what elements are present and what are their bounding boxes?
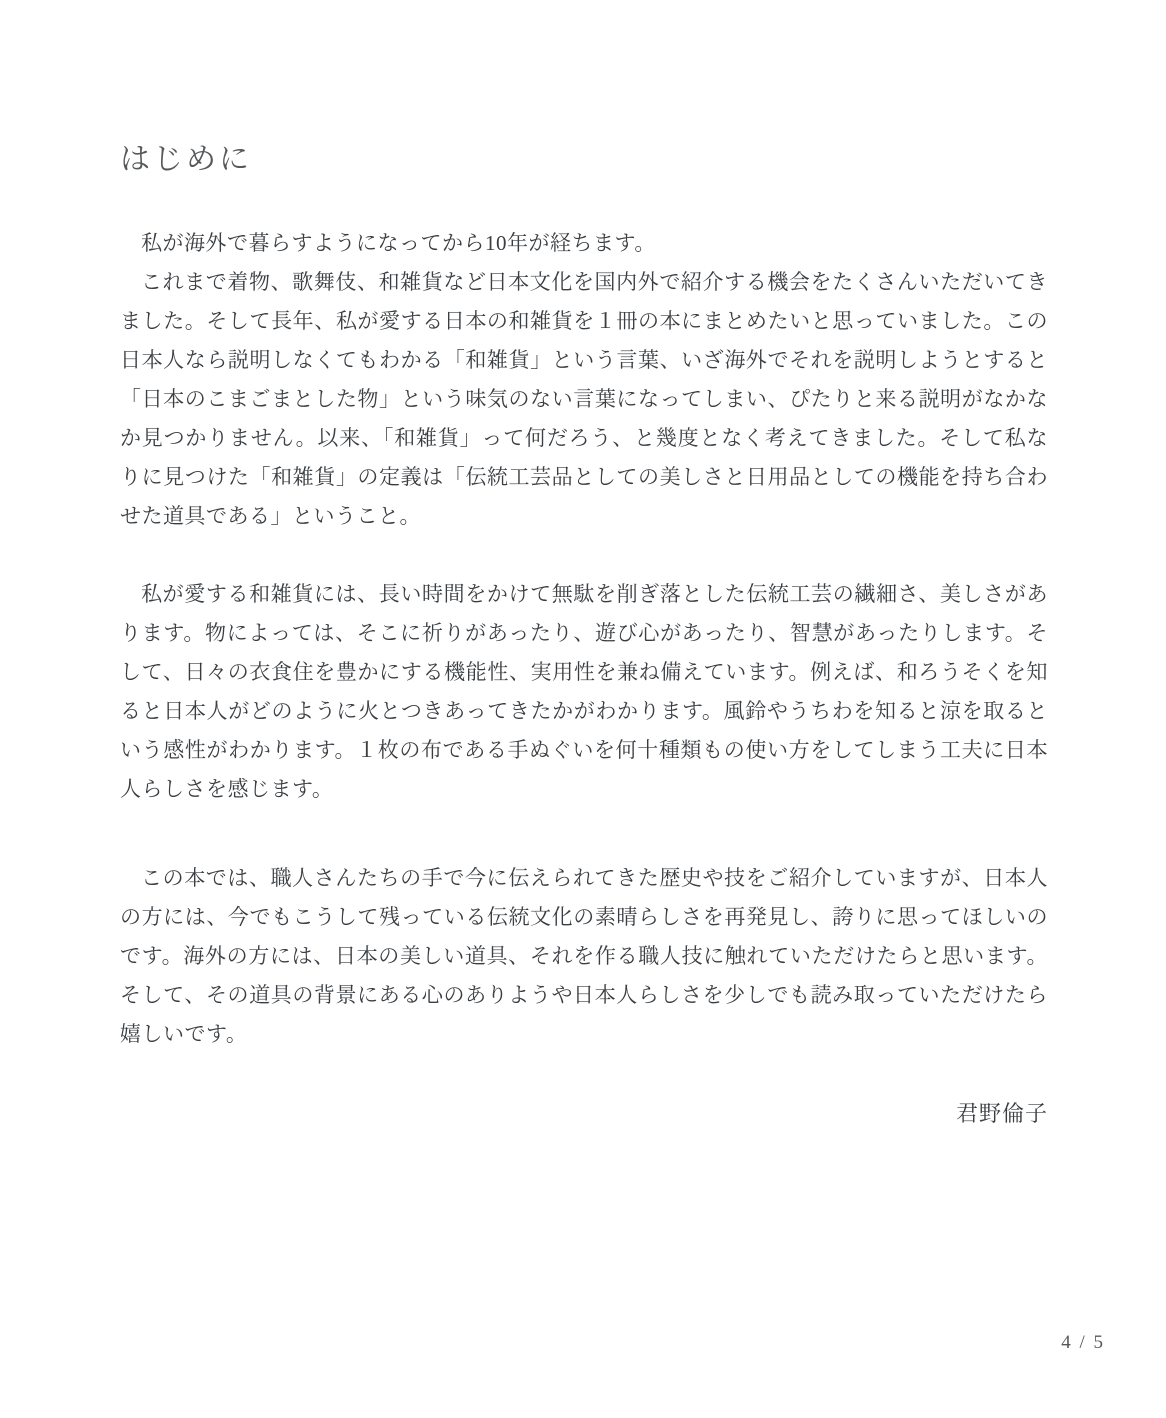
page-title: はじめに [120, 143, 252, 176]
page-content [120, 142, 1048, 1133]
paragraph-book-purpose: この本では、職人さんたちの手で今に伝えられてきた歴史や技をご紹介していますが、日本人の方には、今でもこうして残っている伝統文化の素晴らしさを再発見し、誇りに思ってほしいのです。海外の方には、日本の美しい道具、それを作る職人技に触れていただけたらと思います。そして、その道具の背景にある心のありようや日本人らしさを少しでも読み取っていただけたら嬉しいです。 [120, 866, 1048, 1046]
paragraph-wazakka-definition: これまで着物、歌舞伎、和雑貨など日本文化を国内外で紹介する機会をたくさんいただいてきました。そして長年、私が愛する日本の和雑貨を１冊の本にまとめたいと思っていました。この日本人なら説明しなくてもわかる「和雑貨」という言葉、いざ海外でそれを説明しようとすると「日本のこまごまとした物」という味気のない言葉になってしまい、ぴたりと来る説明がなかなか見つかりません。以来、「和雑貨」って何だろう、と幾度となく考えてきました。そして私なりに見つけた「和雑貨」の定義は「伝統工芸品としての美しさと日用品としての機能を持ち合わせた道具である」ということ。 [120, 270, 1048, 528]
paragraph-intro-years-abroad: 私が海外で暮らすようになってから10年が経ちます。 [141, 231, 656, 255]
paragraph-wazakka-qualities: 私が愛する和雑貨には、長い時間をかけて無駄を削ぎ落とした伝統工芸の繊細さ、美しさがあります。物によっては、そこに祈りがあったり、遊び心があったり、智慧があったりします。そして、日々の衣食住を豊かにする機能性、実用性を兼ね備えています。例えば、和ろうそくを知ると日本人がどのように火とつきあってきたかがわかります。風鈴やうちわを知ると涼を取るという感性がわかります。１枚の布である手ぬぐいを何十種類もの使い方をしてしまう工夫に日本人らしさを感じます。 [120, 582, 1048, 801]
author-signature: 君野倫子 [955, 1101, 1048, 1126]
page-number: 4 / 5 [1061, 1332, 1105, 1353]
